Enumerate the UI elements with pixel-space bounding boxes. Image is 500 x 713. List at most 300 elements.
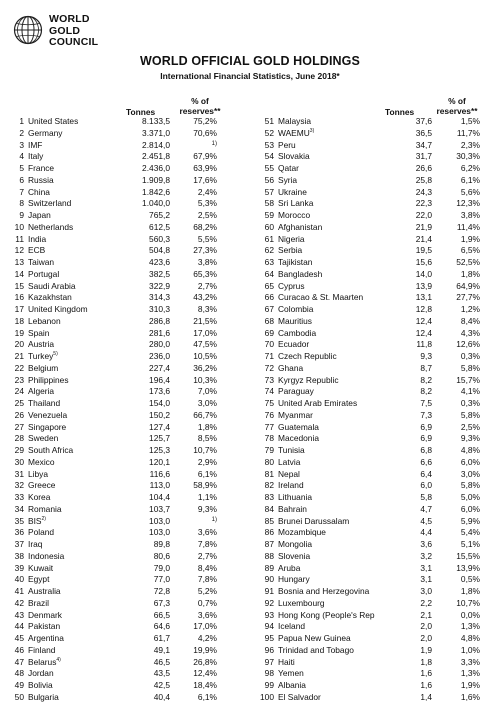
row-country xyxy=(28,175,128,187)
table-row xyxy=(250,539,500,551)
row-country xyxy=(278,574,386,586)
row-country-name: Macedonia xyxy=(278,433,319,444)
row-tonnes: 24,3 xyxy=(415,186,432,197)
table-row xyxy=(0,292,250,304)
row-rank: 45 xyxy=(14,633,24,643)
row-rank: 43 xyxy=(14,609,24,620)
row-country-name: Slovakia xyxy=(278,151,310,162)
row-country xyxy=(28,140,128,152)
row-country xyxy=(278,422,386,434)
table-row xyxy=(0,257,250,269)
row-pct-reserves: 12,4% xyxy=(193,668,217,679)
table-row xyxy=(0,269,250,281)
row-country xyxy=(278,210,386,222)
row-tonnes: 34,7 xyxy=(415,139,432,150)
row-country-name: United States xyxy=(28,116,79,126)
row-rank: 75 xyxy=(264,398,274,408)
table-row xyxy=(250,198,500,210)
table-row xyxy=(250,304,500,316)
row-rank: 52 xyxy=(264,127,274,138)
row-country-name: Romania xyxy=(28,503,62,514)
row-country-name: Mozambique xyxy=(278,527,326,538)
row-country-name: South Africa xyxy=(28,445,74,455)
table-row xyxy=(0,610,250,622)
row-rank: 22 xyxy=(14,362,24,373)
table-row xyxy=(0,551,250,563)
row-country-name: Guatemala xyxy=(278,421,319,432)
row-country-name: Haiti xyxy=(278,656,295,667)
row-rank: 9 xyxy=(19,210,24,220)
row-rank: 44 xyxy=(14,621,24,632)
row-country xyxy=(278,386,386,398)
row-tonnes: 66,5 xyxy=(153,609,170,620)
table-row xyxy=(250,610,500,622)
row-pct-reserves: 5,8% xyxy=(460,480,480,491)
row-pct-reserves: 5,5% xyxy=(197,233,217,244)
row-tonnes: 6,0 xyxy=(420,480,432,491)
row-country xyxy=(278,586,386,598)
row-country-name: Mauritius xyxy=(278,315,312,326)
table-row xyxy=(0,281,250,293)
table-row xyxy=(0,140,250,152)
row-country-name: WAEMU xyxy=(278,127,310,138)
row-country xyxy=(278,480,386,492)
table-row xyxy=(0,304,250,316)
row-country xyxy=(278,375,386,387)
row-tonnes: 4,4 xyxy=(420,527,432,538)
row-pct-reserves: 5,3% xyxy=(197,198,217,209)
row-rank: 66 xyxy=(264,292,274,303)
left-header-tonnes: Tonnes xyxy=(126,107,156,117)
row-rank: 6 xyxy=(19,174,24,185)
table-row xyxy=(0,598,250,610)
row-rank: 13 xyxy=(14,257,24,267)
table-row xyxy=(250,281,500,293)
row-country-name: Kazakhstan xyxy=(28,292,72,303)
row-pct-reserves: 17,6% xyxy=(193,174,217,185)
row-tonnes: 612,5 xyxy=(149,221,170,232)
row-rank: 20 xyxy=(14,339,24,350)
row-tonnes: 560,3 xyxy=(149,233,170,244)
row-country-name: Albania xyxy=(278,680,306,690)
row-country xyxy=(278,621,386,633)
row-tonnes: 281,6 xyxy=(149,327,170,338)
row-country-name: ECB xyxy=(28,245,46,256)
row-tonnes: 3,1 xyxy=(420,562,432,573)
row-pct-reserves: 8,5% xyxy=(197,433,217,444)
row-country-name: Austria xyxy=(28,339,55,350)
row-country-name: Nigeria xyxy=(278,233,305,244)
row-country xyxy=(278,187,386,199)
logo-line: WORLD xyxy=(49,13,90,25)
row-country-name: Ghana xyxy=(278,362,304,373)
row-country-name: Hong Kong (People's Rep xyxy=(278,609,375,620)
logo-wordmark xyxy=(49,14,98,49)
logo-line: COUNCIL xyxy=(49,36,99,48)
table-row xyxy=(250,621,500,633)
row-tonnes: 22,0 xyxy=(415,210,432,220)
row-country-name: Venezuela xyxy=(28,409,68,420)
pct-header-line2: reserves** xyxy=(436,106,478,116)
row-pct-reserves: 9,3% xyxy=(197,503,217,514)
row-pct-reserves: 0,3% xyxy=(460,351,480,361)
row-pct-reserves: 3,3% xyxy=(460,656,480,667)
right-header-pct xyxy=(430,96,484,116)
row-rank: 38 xyxy=(14,550,24,561)
row-country-name: Kuwait xyxy=(28,562,54,573)
row-pct-reserves: 2,5% xyxy=(197,210,217,220)
row-pct-reserves: 64,9% xyxy=(456,280,480,291)
table-row xyxy=(250,339,500,351)
row-tonnes: 72,8 xyxy=(153,586,170,596)
table-row xyxy=(0,680,250,692)
row-country-name: United Arab Emirates xyxy=(278,398,358,408)
row-country xyxy=(28,116,128,128)
row-country-name: Philippines xyxy=(28,374,69,385)
row-country xyxy=(278,551,386,563)
logo-line: GOLD xyxy=(49,24,81,37)
row-country xyxy=(28,445,128,457)
row-country-name: France xyxy=(28,163,55,173)
row-pct-reserves: 1,3% xyxy=(460,668,480,679)
row-tonnes: 314,3 xyxy=(149,292,170,303)
row-country-name: Egypt xyxy=(28,574,50,585)
row-country-name: Switzerland xyxy=(28,198,72,209)
row-tonnes: 1.842,6 xyxy=(142,186,170,197)
row-pct-reserves: 1,6% xyxy=(460,691,480,702)
row-tonnes: 1,9 xyxy=(420,644,432,655)
row-tonnes: 89,8 xyxy=(153,539,170,549)
row-pct-reserves: 4,3% xyxy=(460,327,480,338)
row-pct-reserves: 7,0% xyxy=(197,386,217,397)
row-country-name: Malaysia xyxy=(278,116,312,126)
row-country-name: Portugal xyxy=(28,268,60,279)
row-rank: 2 xyxy=(19,127,24,138)
row-tonnes: 1,4 xyxy=(420,691,432,702)
row-country-name: Colombia xyxy=(278,304,314,314)
row-pct-reserves: 1,0% xyxy=(460,644,480,655)
row-country-name: Pakistan xyxy=(28,621,61,632)
row-rank: 14 xyxy=(14,268,24,279)
row-tonnes: 6,8 xyxy=(420,445,432,455)
row-tonnes: 26,6 xyxy=(415,163,432,173)
row-pct-reserves: 11,7% xyxy=(456,127,480,138)
table-row xyxy=(250,398,500,410)
row-country-name: Lebanon xyxy=(28,315,61,326)
row-country xyxy=(28,633,128,645)
table-row xyxy=(0,422,250,434)
row-tonnes: 25,8 xyxy=(415,174,432,185)
row-country-name: Jordan xyxy=(28,668,54,679)
row-country xyxy=(278,281,386,293)
row-country-name: Czech Republic xyxy=(278,351,337,361)
page-title: WORLD OFFICIAL GOLD HOLDINGS xyxy=(140,54,360,68)
row-country xyxy=(278,198,386,210)
row-tonnes: 310,3 xyxy=(149,304,170,314)
row-tonnes: 22,3 xyxy=(415,198,432,209)
row-tonnes: 49,1 xyxy=(153,644,170,655)
row-rank: 42 xyxy=(14,597,24,608)
table-row xyxy=(250,187,500,199)
row-pct-reserves: 1,8% xyxy=(460,268,480,279)
row-country xyxy=(28,210,128,222)
row-country-name: BIS xyxy=(28,515,42,526)
row-rank: 97 xyxy=(264,656,274,667)
row-country xyxy=(28,351,128,363)
row-country xyxy=(278,598,386,610)
row-rank: 77 xyxy=(264,421,274,432)
row-rank: 34 xyxy=(14,503,24,514)
row-pct-reserves: 3,6% xyxy=(197,527,217,538)
table-row xyxy=(0,398,250,410)
row-country xyxy=(278,539,386,551)
row-tonnes: 21,9 xyxy=(415,221,432,232)
row-country-name: Serbia xyxy=(278,245,303,256)
table-row xyxy=(250,116,500,128)
row-tonnes: 8,7 xyxy=(420,362,432,373)
row-country xyxy=(278,269,386,281)
table-row xyxy=(0,328,250,340)
row-rank: 37 xyxy=(14,539,24,549)
row-tonnes: 8.133,5 xyxy=(142,116,170,126)
row-country-name: Kyrgyz Republic xyxy=(278,374,339,385)
row-pct-reserves: 11,4% xyxy=(456,221,480,232)
row-country xyxy=(28,457,128,469)
row-country xyxy=(278,163,386,175)
row-country xyxy=(278,304,386,316)
row-country xyxy=(278,469,386,481)
row-rank: 68 xyxy=(264,315,274,326)
row-country-name: Luxembourg xyxy=(278,597,325,608)
row-pct-reserves: 6,5% xyxy=(460,245,480,256)
row-tonnes: 13,1 xyxy=(415,292,432,303)
row-pct-reserves: 67,9% xyxy=(193,151,217,162)
row-rank: 32 xyxy=(14,480,24,491)
table-row xyxy=(250,245,500,257)
row-country xyxy=(28,563,128,575)
row-rank: 24 xyxy=(14,386,24,397)
row-rank: 39 xyxy=(14,562,24,573)
row-tonnes: 2.814,0 xyxy=(142,139,170,150)
row-rank: 93 xyxy=(264,609,274,620)
row-country-name: Mexico xyxy=(28,456,55,467)
row-tonnes: 765,2 xyxy=(149,210,170,220)
table-row xyxy=(0,445,250,457)
row-country xyxy=(28,469,128,481)
row-rank: 31 xyxy=(14,468,24,479)
left-table xyxy=(0,116,250,704)
row-pct-reserves: 10,3% xyxy=(193,374,217,385)
row-tonnes: 67,3 xyxy=(153,597,170,608)
row-rank: 98 xyxy=(264,668,274,679)
row-country-name: Tajikistan xyxy=(278,257,313,267)
row-rank: 8 xyxy=(19,198,24,209)
table-row xyxy=(0,363,250,375)
table-row xyxy=(250,316,500,328)
row-tonnes: 19,5 xyxy=(415,245,432,256)
row-rank: 51 xyxy=(264,116,274,126)
row-pct-reserves: 5,6% xyxy=(460,186,480,197)
row-pct-reserves: 3,6% xyxy=(197,609,217,620)
row-pct-reserves: 5,9% xyxy=(460,515,480,526)
row-country xyxy=(278,692,386,704)
row-country xyxy=(278,492,386,504)
row-rank: 69 xyxy=(264,327,274,338)
row-rank: 84 xyxy=(264,503,274,514)
row-rank: 21 xyxy=(14,351,24,361)
row-tonnes: 504,8 xyxy=(149,245,170,256)
row-country-name: Iceland xyxy=(278,621,306,632)
row-pct-reserves: 52,5% xyxy=(456,257,480,267)
row-pct-reserves: 10,5% xyxy=(193,351,217,361)
row-tonnes: 7,3 xyxy=(420,409,432,420)
row-tonnes: 382,5 xyxy=(149,268,170,279)
table-row xyxy=(0,433,250,445)
row-country xyxy=(278,445,386,457)
row-tonnes: 2.451,8 xyxy=(142,151,170,162)
row-tonnes: 1,6 xyxy=(420,668,432,679)
row-country-name: Trinidad and Tobago xyxy=(278,644,354,655)
row-tonnes: 150,2 xyxy=(149,409,170,420)
table-row xyxy=(0,527,250,539)
row-rank: 94 xyxy=(264,621,274,632)
row-rank: 27 xyxy=(14,421,24,432)
table-row xyxy=(0,574,250,586)
row-country-name: Bosnia and Herzegovina xyxy=(278,586,370,596)
row-pct-reserves: 13,9% xyxy=(456,562,480,573)
row-rank: 25 xyxy=(14,398,24,408)
row-country-name: Peru xyxy=(278,139,296,150)
row-tonnes: 12,4 xyxy=(415,315,432,326)
row-country xyxy=(278,668,386,680)
row-pct-reserves: 2,3% xyxy=(460,139,480,150)
row-tonnes: 2.436,0 xyxy=(142,163,170,173)
row-country xyxy=(278,363,386,375)
row-country xyxy=(278,680,386,692)
row-rank: 28 xyxy=(14,433,24,444)
row-tonnes: 103,7 xyxy=(149,503,170,514)
row-tonnes: 2,2 xyxy=(420,597,432,608)
row-tonnes: 7,5 xyxy=(420,398,432,408)
row-country xyxy=(28,621,128,633)
row-rank: 60 xyxy=(264,221,274,232)
row-rank: 15 xyxy=(14,280,24,291)
row-country xyxy=(28,234,128,246)
row-country-name: Slovenia xyxy=(278,550,311,561)
table-row xyxy=(0,222,250,234)
row-pct-reserves: 5,2% xyxy=(197,586,217,596)
row-country xyxy=(28,504,128,516)
table-row xyxy=(250,375,500,387)
row-country xyxy=(28,163,128,175)
row-country xyxy=(28,386,128,398)
row-pct-reserves: 2,7% xyxy=(197,550,217,561)
row-tonnes: 6,4 xyxy=(420,468,432,479)
row-country xyxy=(28,222,128,234)
row-country-name: Syria xyxy=(278,174,298,185)
row-country-name: United Kingdom xyxy=(28,304,88,314)
row-pct-reserves: 3,8% xyxy=(197,257,217,267)
row-rank: 87 xyxy=(264,539,274,549)
row-tonnes: 127,4 xyxy=(149,421,170,432)
row-rank: 99 xyxy=(264,680,274,690)
row-rank: 16 xyxy=(14,292,24,303)
row-pct-reserves: 27,3% xyxy=(193,245,217,256)
row-tonnes: 3,1 xyxy=(420,574,432,585)
row-pct-reserves: 1,5% xyxy=(460,116,480,126)
row-country xyxy=(278,351,386,363)
row-country-name: Turkey xyxy=(28,351,54,361)
row-rank: 64 xyxy=(264,268,274,279)
row-country-name: Libya xyxy=(28,468,49,479)
row-pct-reserves: 0,5% xyxy=(460,574,480,585)
row-rank: 71 xyxy=(264,351,274,361)
row-country-name: Aruba xyxy=(278,562,301,573)
row-rank: 95 xyxy=(264,633,274,643)
table-row xyxy=(250,516,500,528)
row-pct-reserves: 0,3% xyxy=(460,398,480,408)
row-pct-reserves: 66,7% xyxy=(193,409,217,420)
row-rank: 80 xyxy=(264,456,274,467)
row-rank: 56 xyxy=(264,174,274,185)
table-row xyxy=(0,410,250,422)
row-country-name: Netherlands xyxy=(28,221,74,232)
row-pct-reserves: 58,9% xyxy=(193,480,217,491)
row-tonnes: 227,4 xyxy=(149,362,170,373)
row-country xyxy=(28,151,128,163)
row-country xyxy=(278,645,386,657)
row-country-name: Qatar xyxy=(278,163,299,173)
row-country xyxy=(278,175,386,187)
row-country-name: Bolivia xyxy=(28,680,53,690)
table-row xyxy=(250,563,500,575)
row-pct-reserves: 15,5% xyxy=(456,550,480,561)
row-country-name: India xyxy=(28,233,47,244)
row-country xyxy=(278,516,386,528)
row-tonnes: 4,7 xyxy=(420,503,432,514)
table-row xyxy=(0,563,250,575)
row-rank: 17 xyxy=(14,304,24,314)
row-tonnes: 103,0 xyxy=(149,527,170,538)
row-pct-reserves: 63,9% xyxy=(193,163,217,173)
row-pct-reserves: 19,9% xyxy=(193,644,217,655)
pct-header-line1: % of xyxy=(191,96,209,106)
table-row xyxy=(0,480,250,492)
row-rank: 48 xyxy=(14,668,24,679)
table-row xyxy=(250,504,500,516)
table-row xyxy=(0,187,250,199)
table-row xyxy=(0,457,250,469)
row-country-name: Afghanistan xyxy=(278,221,323,232)
row-pct-reserves: 1,9% xyxy=(460,680,480,690)
row-country xyxy=(28,198,128,210)
pct-header-line1: % of xyxy=(448,96,466,106)
row-tonnes: 1.040,0 xyxy=(142,198,170,209)
table-row xyxy=(250,692,500,704)
row-rank: 72 xyxy=(264,362,274,373)
row-pct-reserves: 17,0% xyxy=(193,327,217,338)
table-row xyxy=(250,574,500,586)
row-country xyxy=(28,398,128,410)
row-pct-reserves: 6,0% xyxy=(460,503,480,514)
row-pct-reserves: 0,7% xyxy=(197,597,217,608)
table-row xyxy=(250,633,500,645)
row-tonnes: 1.909,8 xyxy=(142,174,170,185)
table-row xyxy=(250,292,500,304)
row-tonnes: 5,8 xyxy=(420,492,432,502)
row-country xyxy=(28,269,128,281)
row-tonnes: 1,8 xyxy=(420,656,432,667)
